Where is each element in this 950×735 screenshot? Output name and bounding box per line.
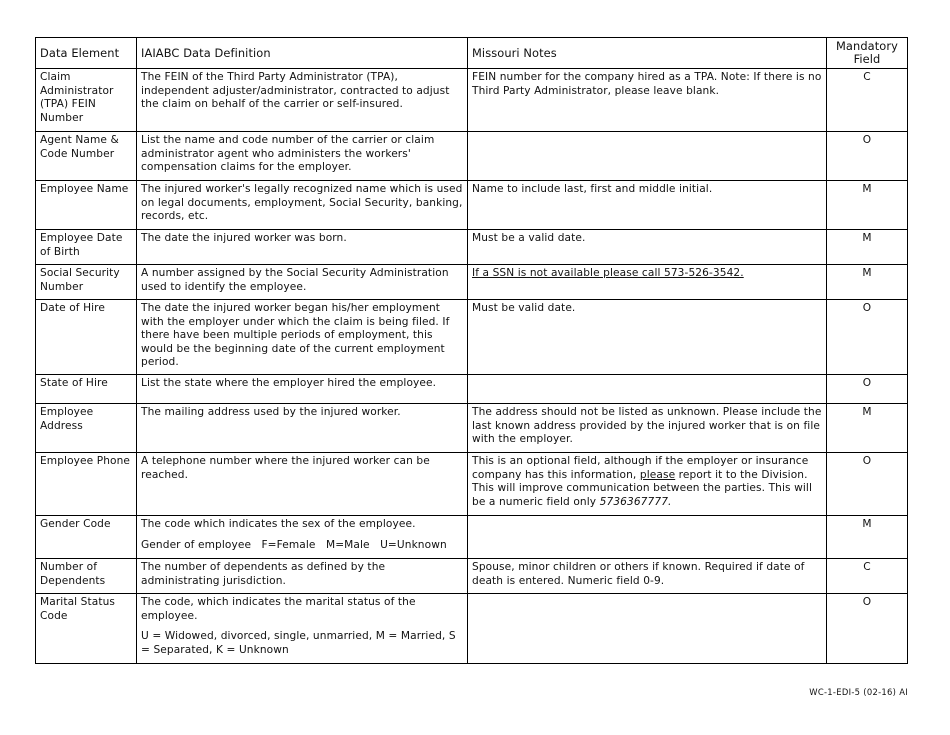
row-data-element: Number of Dependents bbox=[36, 558, 137, 593]
row-data-element: State of Hire bbox=[36, 374, 137, 403]
row-data-element: Social Security Number bbox=[36, 265, 137, 300]
row-definition: The date the injured worker began his/her employment with the employer under which the claim is being filed. If there have been multiple periods of employment, this would be the beginning date of the current employment period. bbox=[137, 300, 468, 375]
row-mandatory-field: M bbox=[827, 515, 908, 558]
row-mandatory-field: M bbox=[827, 403, 908, 452]
marital-status-code-values: U = Widowed, divorced, single, unmarried, M = Married, S = Separated, K = Unknown bbox=[141, 630, 456, 656]
row-missouri-notes bbox=[468, 593, 827, 663]
row-definition: The FEIN of the Third Party Administrator (TPA), independent adjuster/administrator, contracted to adjust the claim on behalf of the carrier or self-insured. bbox=[137, 69, 468, 132]
table-row bbox=[36, 558, 908, 593]
row-definition: The injured worker's legally recognized name which is used on legal documents, employment, Social Security, banking, records, etc. bbox=[137, 181, 468, 230]
row-definition: List the state where the employer hired the employee. bbox=[137, 374, 468, 403]
ssn-help-phone-note: If a SSN is not available please call 573-526-3542. bbox=[472, 267, 744, 279]
header-missouri-notes: Missouri Notes bbox=[468, 38, 827, 69]
table-row bbox=[36, 69, 908, 132]
row-definition bbox=[137, 515, 468, 558]
row-definition: The number of dependents as defined by the administrating jurisdiction. bbox=[137, 558, 468, 593]
row-data-element: Claim Administrator (TPA) FEIN Number bbox=[36, 69, 137, 132]
row-mandatory-field: O bbox=[827, 452, 908, 515]
row-definition: List the name and code number of the carrier or claim administrator agent who administers the workers' compensation claims for the employer. bbox=[137, 132, 468, 181]
row-data-element: Employee Phone bbox=[36, 452, 137, 515]
definition-text: The code which indicates the sex of the employee. bbox=[141, 517, 416, 530]
table-row bbox=[36, 403, 908, 452]
table-row bbox=[36, 132, 908, 181]
row-mandatory-field: O bbox=[827, 593, 908, 663]
row-mandatory-field: O bbox=[827, 300, 908, 375]
definition-text: The code, which indicates the marital status of the employee. bbox=[141, 595, 416, 622]
header-mandatory-field: Mandatory Field bbox=[827, 38, 908, 69]
form-number-footer: WC-1-EDI-5 (02-16) AI bbox=[809, 687, 908, 697]
row-missouri-notes bbox=[468, 452, 827, 515]
row-definition: The mailing address used by the injured worker. bbox=[137, 403, 468, 452]
row-missouri-notes bbox=[468, 132, 827, 181]
row-mandatory-field: C bbox=[827, 69, 908, 132]
row-mandatory-field: O bbox=[827, 374, 908, 403]
row-missouri-notes bbox=[468, 265, 827, 300]
table-header-row bbox=[36, 38, 908, 69]
row-data-element: Date of Hire bbox=[36, 300, 137, 375]
phone-note-text-cont: report it to the Division. This will improve communication between the parties. This will be a numeric field only bbox=[472, 468, 812, 508]
table-row bbox=[36, 515, 908, 558]
row-mandatory-field: O bbox=[827, 132, 908, 181]
row-data-element: Employee Address bbox=[36, 403, 137, 452]
row-missouri-notes: Spouse, minor children or others if known. Required if date of death is entered. Numeric field 0-9. bbox=[468, 558, 827, 593]
row-missouri-notes: Must be a valid date. bbox=[468, 230, 827, 265]
table-row bbox=[36, 452, 908, 515]
row-mandatory-field: M bbox=[827, 230, 908, 265]
row-data-element: Employee Date of Birth bbox=[36, 230, 137, 265]
row-missouri-notes bbox=[468, 374, 827, 403]
row-definition: A telephone number where the injured worker can be reached. bbox=[137, 452, 468, 515]
header-iaiabc-definition: IAIABC Data Definition bbox=[137, 38, 468, 69]
row-data-element: Marital Status Code bbox=[36, 593, 137, 663]
row-missouri-notes: Must be valid date. bbox=[468, 300, 827, 375]
gender-code-values: Gender of employee F=Female M=Male U=Unknown bbox=[141, 538, 447, 551]
row-definition bbox=[137, 593, 468, 663]
table-row bbox=[36, 593, 908, 663]
row-missouri-notes bbox=[468, 515, 827, 558]
row-mandatory-field: M bbox=[827, 181, 908, 230]
row-data-element: Gender Code bbox=[36, 515, 137, 558]
phone-note-text: This is an optional field, although if the employer or insurance company has this information, bbox=[472, 454, 809, 481]
row-data-element: Agent Name & Code Number bbox=[36, 132, 137, 181]
table-row bbox=[36, 300, 908, 375]
row-mandatory-field: M bbox=[827, 265, 908, 300]
table-row bbox=[36, 265, 908, 300]
table-row bbox=[36, 374, 908, 403]
row-definition: The date the injured worker was born. bbox=[137, 230, 468, 265]
phone-note-example-number: 5736367777. bbox=[599, 495, 672, 508]
header-data-element: Data Element bbox=[36, 38, 137, 69]
row-missouri-notes: FEIN number for the company hired as a TPA. Note: If there is no Third Party Administrator, please leave blank. bbox=[468, 69, 827, 132]
row-data-element: Employee Name bbox=[36, 181, 137, 230]
table-row bbox=[36, 230, 908, 265]
row-definition: A number assigned by the Social Security Administration used to identify the employee. bbox=[137, 265, 468, 300]
data-elements-table bbox=[35, 37, 908, 664]
row-missouri-notes: The address should not be listed as unknown. Please include the last known address provided by the injured worker that is on file with the employer. bbox=[468, 403, 827, 452]
table-row bbox=[36, 181, 908, 230]
row-mandatory-field: C bbox=[827, 558, 908, 593]
phone-note-please: please bbox=[639, 468, 676, 481]
row-missouri-notes: Name to include last, first and middle initial. bbox=[468, 181, 827, 230]
